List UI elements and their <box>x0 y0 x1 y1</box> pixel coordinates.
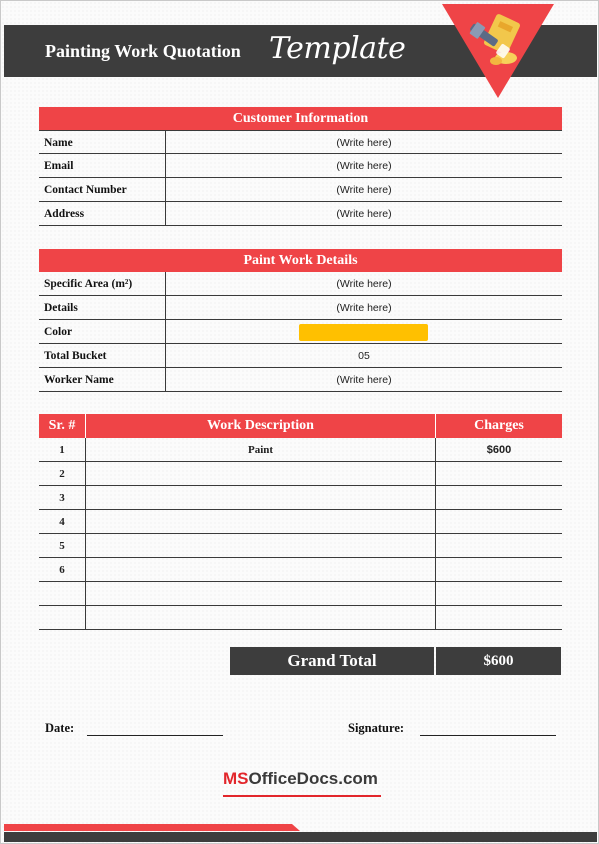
cell-divider <box>435 606 436 630</box>
signature-label: Signature: <box>348 721 405 735</box>
area-field[interactable]: (Write here) <box>336 278 392 290</box>
sr-cell: 2 <box>59 468 65 480</box>
cell-divider <box>435 582 436 606</box>
logo-rest-text: OfficeDocs.com <box>248 769 378 788</box>
col-desc-header: Work Description <box>207 418 314 433</box>
logo-ms-text: MS <box>223 769 249 788</box>
customer-info-heading: Customer Information <box>39 107 562 130</box>
table-row[interactable] <box>39 462 562 486</box>
customer-row-email <box>39 154 562 178</box>
cell-divider <box>85 606 86 630</box>
row-label: Color <box>44 326 73 338</box>
table-row[interactable] <box>39 606 562 630</box>
total-bucket-field[interactable]: 05 <box>358 350 370 362</box>
table-row[interactable] <box>39 534 562 558</box>
row-label: Specific Area (m²) <box>44 278 133 290</box>
paint-row-bucket <box>39 344 562 368</box>
cell-divider <box>435 486 436 510</box>
table-row[interactable] <box>39 558 562 582</box>
desc-cell[interactable]: Paint <box>247 444 274 456</box>
footer-bar <box>4 823 597 842</box>
sr-cell: 4 <box>59 516 65 528</box>
cell-divider <box>435 534 436 558</box>
table-row[interactable] <box>39 582 562 606</box>
row-label: Email <box>44 160 74 172</box>
date-input-line[interactable] <box>87 735 223 736</box>
worker-name-field[interactable]: (Write here) <box>336 374 392 386</box>
customer-row-address <box>39 202 562 226</box>
cell-divider <box>85 462 86 486</box>
col-charges-header: Charges <box>474 418 524 433</box>
details-field[interactable]: (Write here) <box>336 302 392 314</box>
grand-total-label: Grand Total <box>230 647 434 675</box>
cell-divider <box>85 534 86 558</box>
cell-divider <box>435 462 436 486</box>
address-field[interactable]: (Write here) <box>336 208 392 220</box>
row-label: Contact Number <box>44 184 127 196</box>
customer-row-name <box>39 130 562 154</box>
date-label: Date: <box>45 721 75 735</box>
customer-row-contact <box>39 178 562 202</box>
email-field[interactable]: (Write here) <box>336 160 392 172</box>
sr-cell: 3 <box>59 492 65 504</box>
cell-divider <box>85 486 86 510</box>
grand-total-value: $600 <box>436 647 561 675</box>
msofficedocs-logo[interactable] <box>223 769 381 803</box>
row-label: Total Bucket <box>44 350 107 362</box>
contact-number-field[interactable]: (Write here) <box>336 184 392 196</box>
row-label: Name <box>44 137 73 149</box>
cell-divider <box>85 510 86 534</box>
charge-cell[interactable]: $600 <box>486 444 512 456</box>
cell-divider <box>85 558 86 582</box>
page-title-script: Template <box>269 31 406 66</box>
name-field[interactable]: (Write here) <box>336 137 392 149</box>
table-row[interactable] <box>39 486 562 510</box>
table-row[interactable] <box>39 438 562 462</box>
cell-divider <box>435 510 436 534</box>
paint-row-area <box>39 272 562 296</box>
sr-cell: 1 <box>59 444 65 456</box>
page-title: Painting Work Quotation <box>45 41 241 61</box>
paint-row-details <box>39 296 562 320</box>
paint-row-color <box>39 320 562 344</box>
row-label: Address <box>44 208 85 220</box>
cell-divider <box>435 558 436 582</box>
sr-cell: 5 <box>59 540 65 552</box>
signature-input-line[interactable] <box>420 735 556 736</box>
table-row[interactable] <box>39 510 562 534</box>
color-swatch[interactable] <box>299 324 428 341</box>
logo-underline <box>223 795 381 797</box>
row-label: Details <box>44 302 78 314</box>
column-divider <box>165 320 166 344</box>
work-table-header <box>39 414 562 438</box>
sr-cell: 6 <box>59 564 65 576</box>
paint-details-heading: Paint Work Details <box>39 249 562 272</box>
cell-divider <box>85 582 86 606</box>
paint-row-worker <box>39 368 562 392</box>
header-triangle <box>1 1 599 101</box>
col-sr-header: Sr. # <box>48 418 76 433</box>
row-label: Worker Name <box>44 374 114 386</box>
